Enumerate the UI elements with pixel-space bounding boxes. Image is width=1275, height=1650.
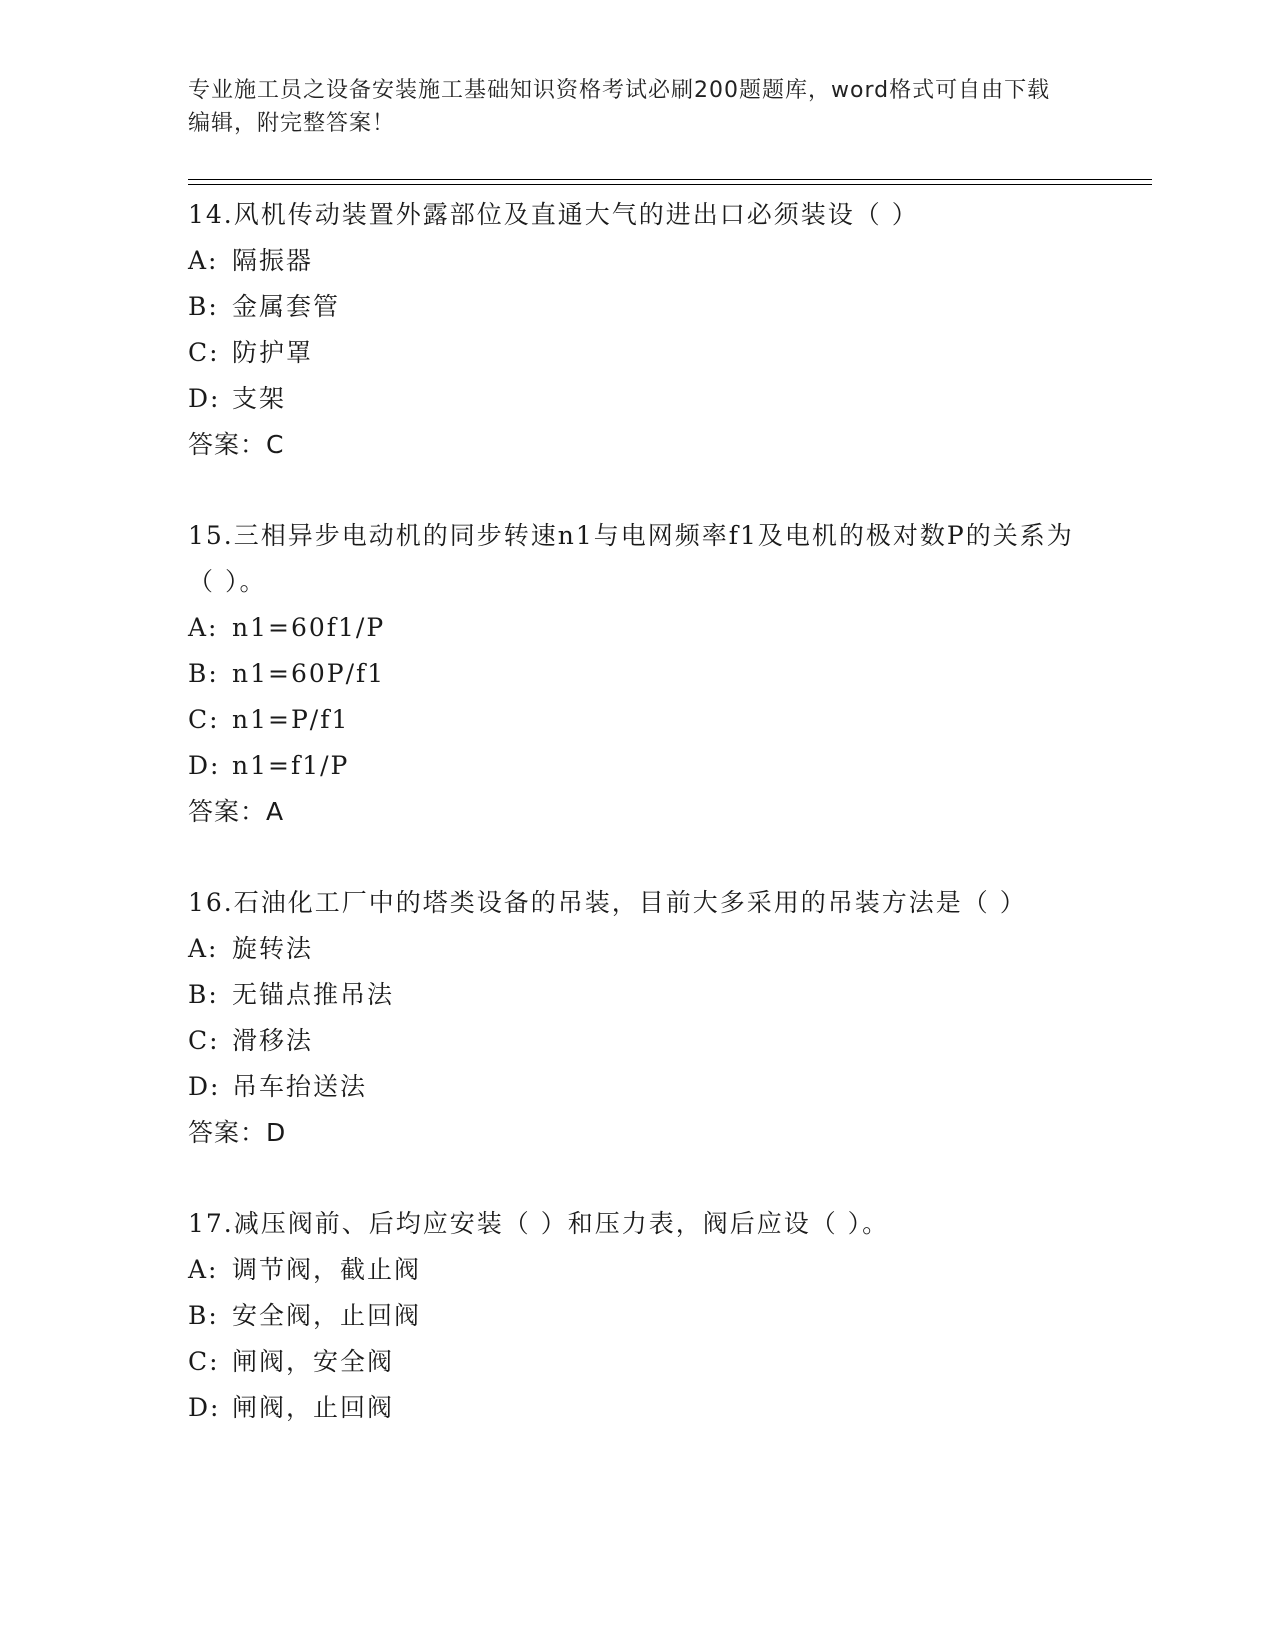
document-header: 专业施工员之设备安装施工基础知识资格考试必刷200题题库，word格式可自由下载编辑，附完整答案！ bbox=[188, 78, 1051, 136]
option-text: 调节阀，截止阀 bbox=[232, 1255, 422, 1284]
option-letter: C: bbox=[188, 1026, 220, 1055]
option-letter: A: bbox=[188, 1255, 219, 1284]
option-letter: A: bbox=[188, 613, 219, 642]
option-letter: D: bbox=[188, 1393, 221, 1422]
option-text: n1=60P/f1 bbox=[232, 659, 386, 688]
option-d bbox=[188, 743, 1088, 789]
option-a bbox=[188, 605, 1088, 651]
question-14 bbox=[188, 192, 1088, 468]
option-text: n1=P/f1 bbox=[232, 705, 350, 734]
question-17 bbox=[188, 1201, 1088, 1431]
option-text: 无锚点推吊法 bbox=[232, 980, 395, 1009]
option-text: 旋转法 bbox=[232, 934, 314, 963]
option-text: n1=60f1/P bbox=[232, 613, 386, 642]
option-c bbox=[188, 1339, 1088, 1385]
header-rule-bottom bbox=[188, 184, 1152, 185]
option-text: 支架 bbox=[232, 384, 287, 413]
option-text: 防护罩 bbox=[232, 338, 314, 367]
question-text: 17.减压阀前、后均应安装（ ）和压力表，阀后应设（ ）。 bbox=[188, 1209, 890, 1238]
question-text: 16.石油化工厂中的塔类设备的吊装，目前大多采用的吊装方法是（ ） bbox=[188, 888, 1027, 917]
option-letter: B: bbox=[188, 292, 219, 321]
option-text: 吊车抬送法 bbox=[232, 1072, 368, 1101]
option-letter: C: bbox=[188, 338, 220, 367]
question-text: 14.风机传动装置外露部位及直通大气的进出口必须装设（ ） bbox=[188, 200, 919, 229]
question-16 bbox=[188, 880, 1088, 1156]
option-text: n1=f1/P bbox=[232, 751, 350, 780]
option-c bbox=[188, 330, 1088, 376]
option-d bbox=[188, 1385, 1088, 1431]
option-a bbox=[188, 1247, 1088, 1293]
option-text: 闸阀，止回阀 bbox=[232, 1393, 395, 1422]
option-text: 安全阀，止回阀 bbox=[232, 1301, 422, 1330]
option-letter: B: bbox=[188, 1301, 219, 1330]
option-d bbox=[188, 1064, 1088, 1110]
header-rule-top bbox=[188, 179, 1152, 180]
option-d bbox=[188, 376, 1088, 422]
answer-line: 答案：C bbox=[188, 430, 285, 459]
option-letter: D: bbox=[188, 384, 221, 413]
option-letter: A: bbox=[188, 246, 219, 275]
option-letter: B: bbox=[188, 659, 219, 688]
option-a bbox=[188, 926, 1088, 972]
option-b bbox=[188, 972, 1088, 1018]
option-text: 隔振器 bbox=[232, 246, 314, 275]
option-text: 金属套管 bbox=[232, 292, 341, 321]
answer-line: 答案：D bbox=[188, 1118, 287, 1147]
option-a bbox=[188, 238, 1088, 284]
option-b bbox=[188, 1293, 1088, 1339]
option-b bbox=[188, 284, 1088, 330]
answer-line: 答案：A bbox=[188, 797, 285, 826]
option-letter: D: bbox=[188, 751, 221, 780]
question-15 bbox=[188, 513, 1088, 835]
option-c bbox=[188, 1018, 1088, 1064]
option-b bbox=[188, 651, 1088, 697]
option-letter: C: bbox=[188, 705, 220, 734]
question-list bbox=[188, 192, 1088, 1476]
option-c bbox=[188, 697, 1088, 743]
option-letter: D: bbox=[188, 1072, 221, 1101]
question-text: 15.三相异步电动机的同步转速n1与电网频率f1及电机的极对数P的关系为（ ）。 bbox=[188, 521, 1074, 596]
option-text: 滑移法 bbox=[232, 1026, 314, 1055]
option-letter: C: bbox=[188, 1347, 220, 1376]
option-letter: B: bbox=[188, 980, 219, 1009]
option-letter: A: bbox=[188, 934, 219, 963]
option-text: 闸阀，安全阀 bbox=[232, 1347, 395, 1376]
